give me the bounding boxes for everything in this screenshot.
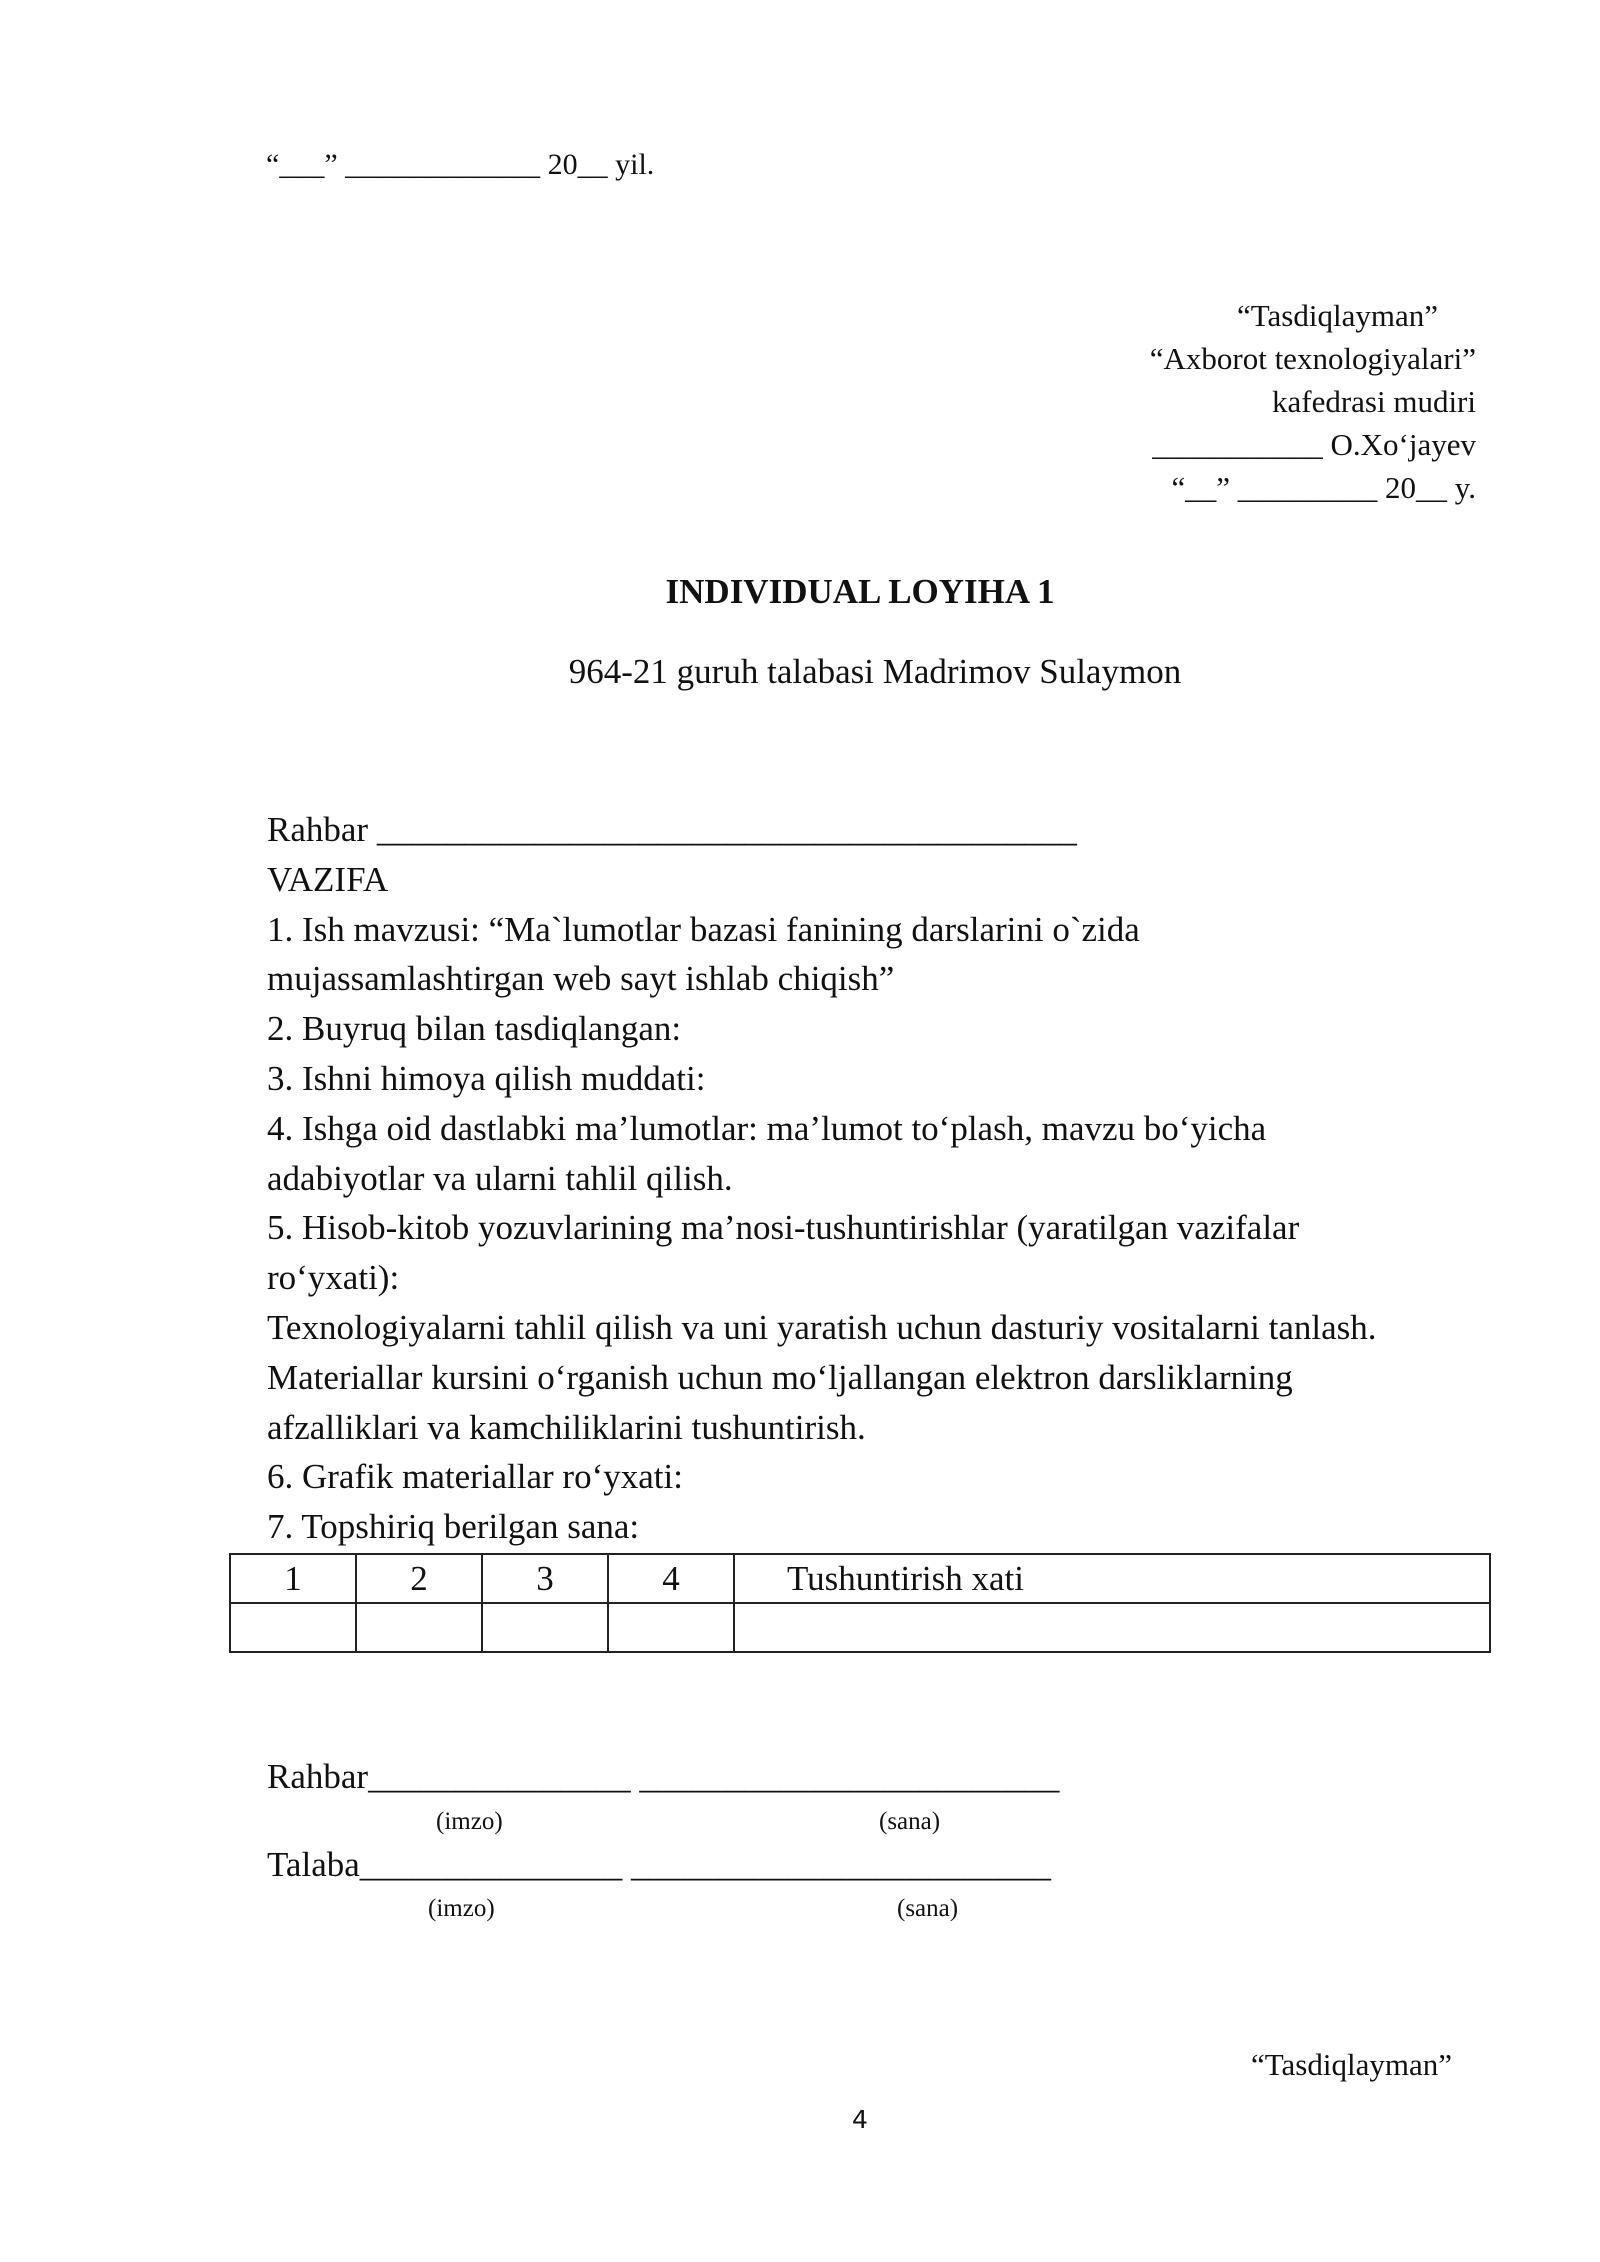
document-title: INDIVIDUAL LOYIHA 1	[665, 572, 1055, 611]
footer-approval: “Tasdiqlayman”	[1251, 2047, 1452, 2082]
approval-position: kafedrasi mudiri	[1271, 384, 1476, 419]
table-header-row	[230, 1554, 1490, 1603]
talaba-signature-line: Talaba_______________ ________________________	[267, 1845, 1052, 1884]
paragraph-line-2: Materiallar kursini o‘rganish uchun mo‘ljallangan elektron darsliklarning	[267, 1357, 1293, 1397]
header-date-line: “___” _____________ 20__ yil.	[266, 148, 655, 181]
approval-signatory: ___________ O.Xo‘jayev	[1152, 427, 1476, 462]
task-body	[267, 805, 1507, 1552]
talaba-imzo-label: (imzo)	[428, 1895, 495, 1922]
item-5-line-1: 5. Hisob-kitob yozuvlarining ma’nosi-tushuntirishlar (yaratilgan vazifalar	[267, 1208, 1300, 1248]
table-row	[230, 1603, 1490, 1652]
approval-date: “__” _________ 20__ y.	[1171, 470, 1476, 505]
item-5-line-2: ro‘yxati):	[267, 1258, 400, 1298]
talaba-sana-label: (sana)	[897, 1895, 959, 1922]
approval-department: “Axborot texnologiyalari”	[1149, 341, 1476, 376]
table-header-cell: 1	[230, 1554, 356, 1603]
table-cell	[608, 1603, 734, 1652]
table-cell	[734, 1603, 1490, 1652]
approval-block	[1150, 294, 1476, 509]
table-header-cell: 3	[482, 1554, 608, 1603]
table-header-cell: Tushuntirish xati	[734, 1554, 1490, 1603]
rahbar-signature-line: Rahbar_______________ ________________________	[267, 1757, 1060, 1796]
item-4-line-2: adabiyotlar va ularni tahlil qilish.	[267, 1158, 733, 1198]
rahbar-line: Rahbar ________________________________________	[267, 810, 1077, 849]
item-1-line-2: mujassamlashtirgan web sayt ishlab chiqish”	[267, 959, 895, 999]
paragraph-line-3: afzalliklari va kamchiliklarini tushuntirish.	[267, 1407, 866, 1447]
item-7: 7. Topshiriq berilgan sana:	[267, 1507, 640, 1547]
table-cell	[482, 1603, 608, 1652]
item-3: 3. Ishni himoya qilish muddati:	[267, 1058, 706, 1098]
paragraph-line-1: Texnologiyalarni tahlil qilish va uni yaratish uchun dasturiy vositalarni tanlash.	[267, 1307, 1377, 1347]
table-cell	[230, 1603, 356, 1652]
item-2: 2. Buyruq bilan tasdiqlangan:	[267, 1009, 682, 1049]
rahbar-sana-label: (sana)	[879, 1808, 941, 1835]
table-header-cell: 4	[608, 1554, 734, 1603]
item-6: 6. Grafik materiallar ro‘yxati:	[267, 1457, 683, 1497]
page-number: 4	[852, 2105, 868, 2134]
table-header-cell: 2	[356, 1554, 482, 1603]
item-1-line-1: 1. Ish mavzusi: “Ma`lumotlar bazasi fanining darslarini o`zida	[267, 909, 1140, 949]
approval-title: “Tasdiqlayman”	[1237, 298, 1438, 333]
item-4-line-1: 4. Ishga oid dastlabki ma’lumotlar: ma’lumot to‘plash, mavzu bo‘yicha	[267, 1108, 1267, 1148]
document-subtitle: 964-21 guruh talabasi Madrimov Sulaymon	[568, 652, 1182, 691]
progress-table	[229, 1553, 1491, 1653]
rahbar-imzo-label: (imzo)	[436, 1808, 503, 1835]
vazifa-heading: VAZIFA	[267, 859, 389, 899]
table-cell	[356, 1603, 482, 1652]
